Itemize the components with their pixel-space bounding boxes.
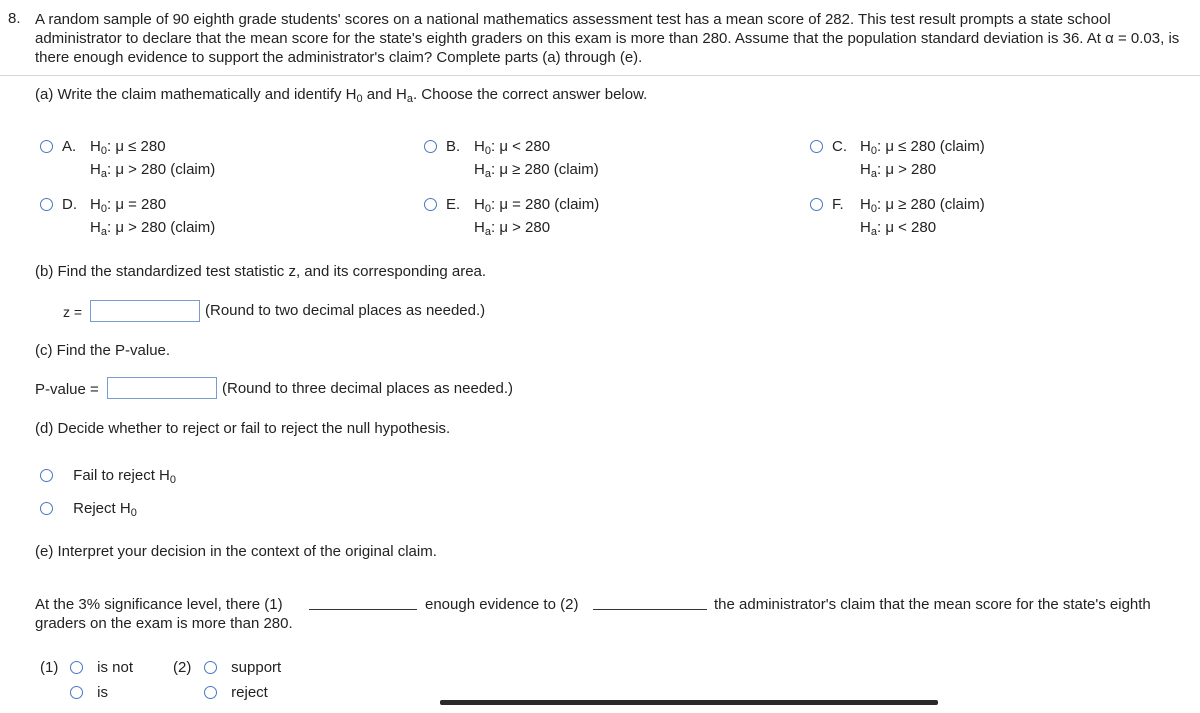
p-value-input[interactable] [107, 377, 217, 399]
radio-option-b[interactable] [424, 140, 437, 153]
question-number: 8. [8, 10, 21, 27]
part-a-prompt: (a) Write the claim mathematically and identify $H_0$ and $H_a$. Choose the correct answer below. [35, 86, 648, 105]
radio-reject[interactable] [40, 502, 53, 515]
radio-is-not[interactable] [70, 661, 83, 674]
option-c[interactable]: C. $H_0$: μ ≤ 280 (claim) $H_a$: μ > 280 [810, 138, 1110, 184]
option-d[interactable]: D. $H_0$: μ = 280 $H_a$: μ > 280 (claim) [40, 196, 340, 242]
radio-fail-to-reject[interactable] [40, 469, 53, 482]
blank-2[interactable] [593, 609, 707, 610]
question-text: A random sample of 90 eighth grade students' scores on a national mathematics assessment test has a mean score of 282. This test result prompts a state school administrator to declare that the mean score for the state's eighth graders on this exam is more than 280. Assume that the population standard deviation is 36. At α = 0.03, is there enough evidence to support the administrator's claim? Complete parts (a) through (e). [35, 11, 1180, 66]
option-e[interactable]: E. $H_0$: μ = 280 (claim) $H_a$: μ > 280 [424, 196, 724, 242]
part-e-prompt: (e) Interpret your decision in the context of the original claim. [35, 543, 437, 560]
group-1-label: (1) [40, 659, 59, 676]
blank-1[interactable] [309, 609, 417, 610]
group-2-label: (2) [173, 659, 192, 676]
p-value-hint: (Round to three decimal places as needed.) [222, 380, 514, 397]
part-c-prompt: (c) Find the P-value. [35, 342, 171, 359]
option-is-not[interactable]: is not [70, 659, 133, 676]
radio-option-d[interactable] [40, 198, 53, 211]
option-support[interactable]: support [204, 659, 281, 676]
option-reject[interactable]: Reject $H_0$ [40, 500, 137, 519]
p-value-label: P-value = [35, 381, 99, 398]
z-label: z = [63, 304, 83, 320]
option-fail-to-reject[interactable]: Fail to reject $H_0$ [40, 467, 176, 486]
radio-option-f[interactable] [810, 198, 823, 211]
sentence-part-2: enough evidence to (2) [425, 596, 579, 613]
option-a[interactable]: A. $H_0$: μ ≤ 280 $H_a$: μ > 280 (claim) [40, 138, 340, 184]
horizontal-scrollbar[interactable] [440, 700, 938, 705]
z-hint: (Round to two decimal places as needed.) [205, 302, 486, 319]
sentence-part-3: the administrator's claim that the mean score for the state's eighth [714, 596, 1151, 613]
part-b-prompt: (b) Find the standardized test statistic z, and its corresponding area. [35, 263, 487, 280]
divider [0, 75, 1200, 76]
radio-option-a[interactable] [40, 140, 53, 153]
radio-reject-claim[interactable] [204, 686, 217, 699]
z-input[interactable] [90, 300, 200, 322]
option-is[interactable]: is [70, 684, 108, 701]
radio-support[interactable] [204, 661, 217, 674]
option-b[interactable]: B. $H_0$: μ < 280 $H_a$: μ ≥ 280 (claim) [424, 138, 724, 184]
part-d-prompt: (d) Decide whether to reject or fail to reject the null hypothesis. [35, 420, 451, 437]
radio-is[interactable] [70, 686, 83, 699]
radio-option-c[interactable] [810, 140, 823, 153]
sentence-part-1: At the 3% significance level, there (1) [35, 596, 283, 613]
radio-option-e[interactable] [424, 198, 437, 211]
option-f[interactable]: F. $H_0$: μ ≥ 280 (claim) $H_a$: μ < 280 [810, 196, 1110, 242]
option-reject-claim[interactable]: reject [204, 684, 268, 701]
sentence-part-4: graders on the exam is more than 280. [35, 615, 293, 632]
